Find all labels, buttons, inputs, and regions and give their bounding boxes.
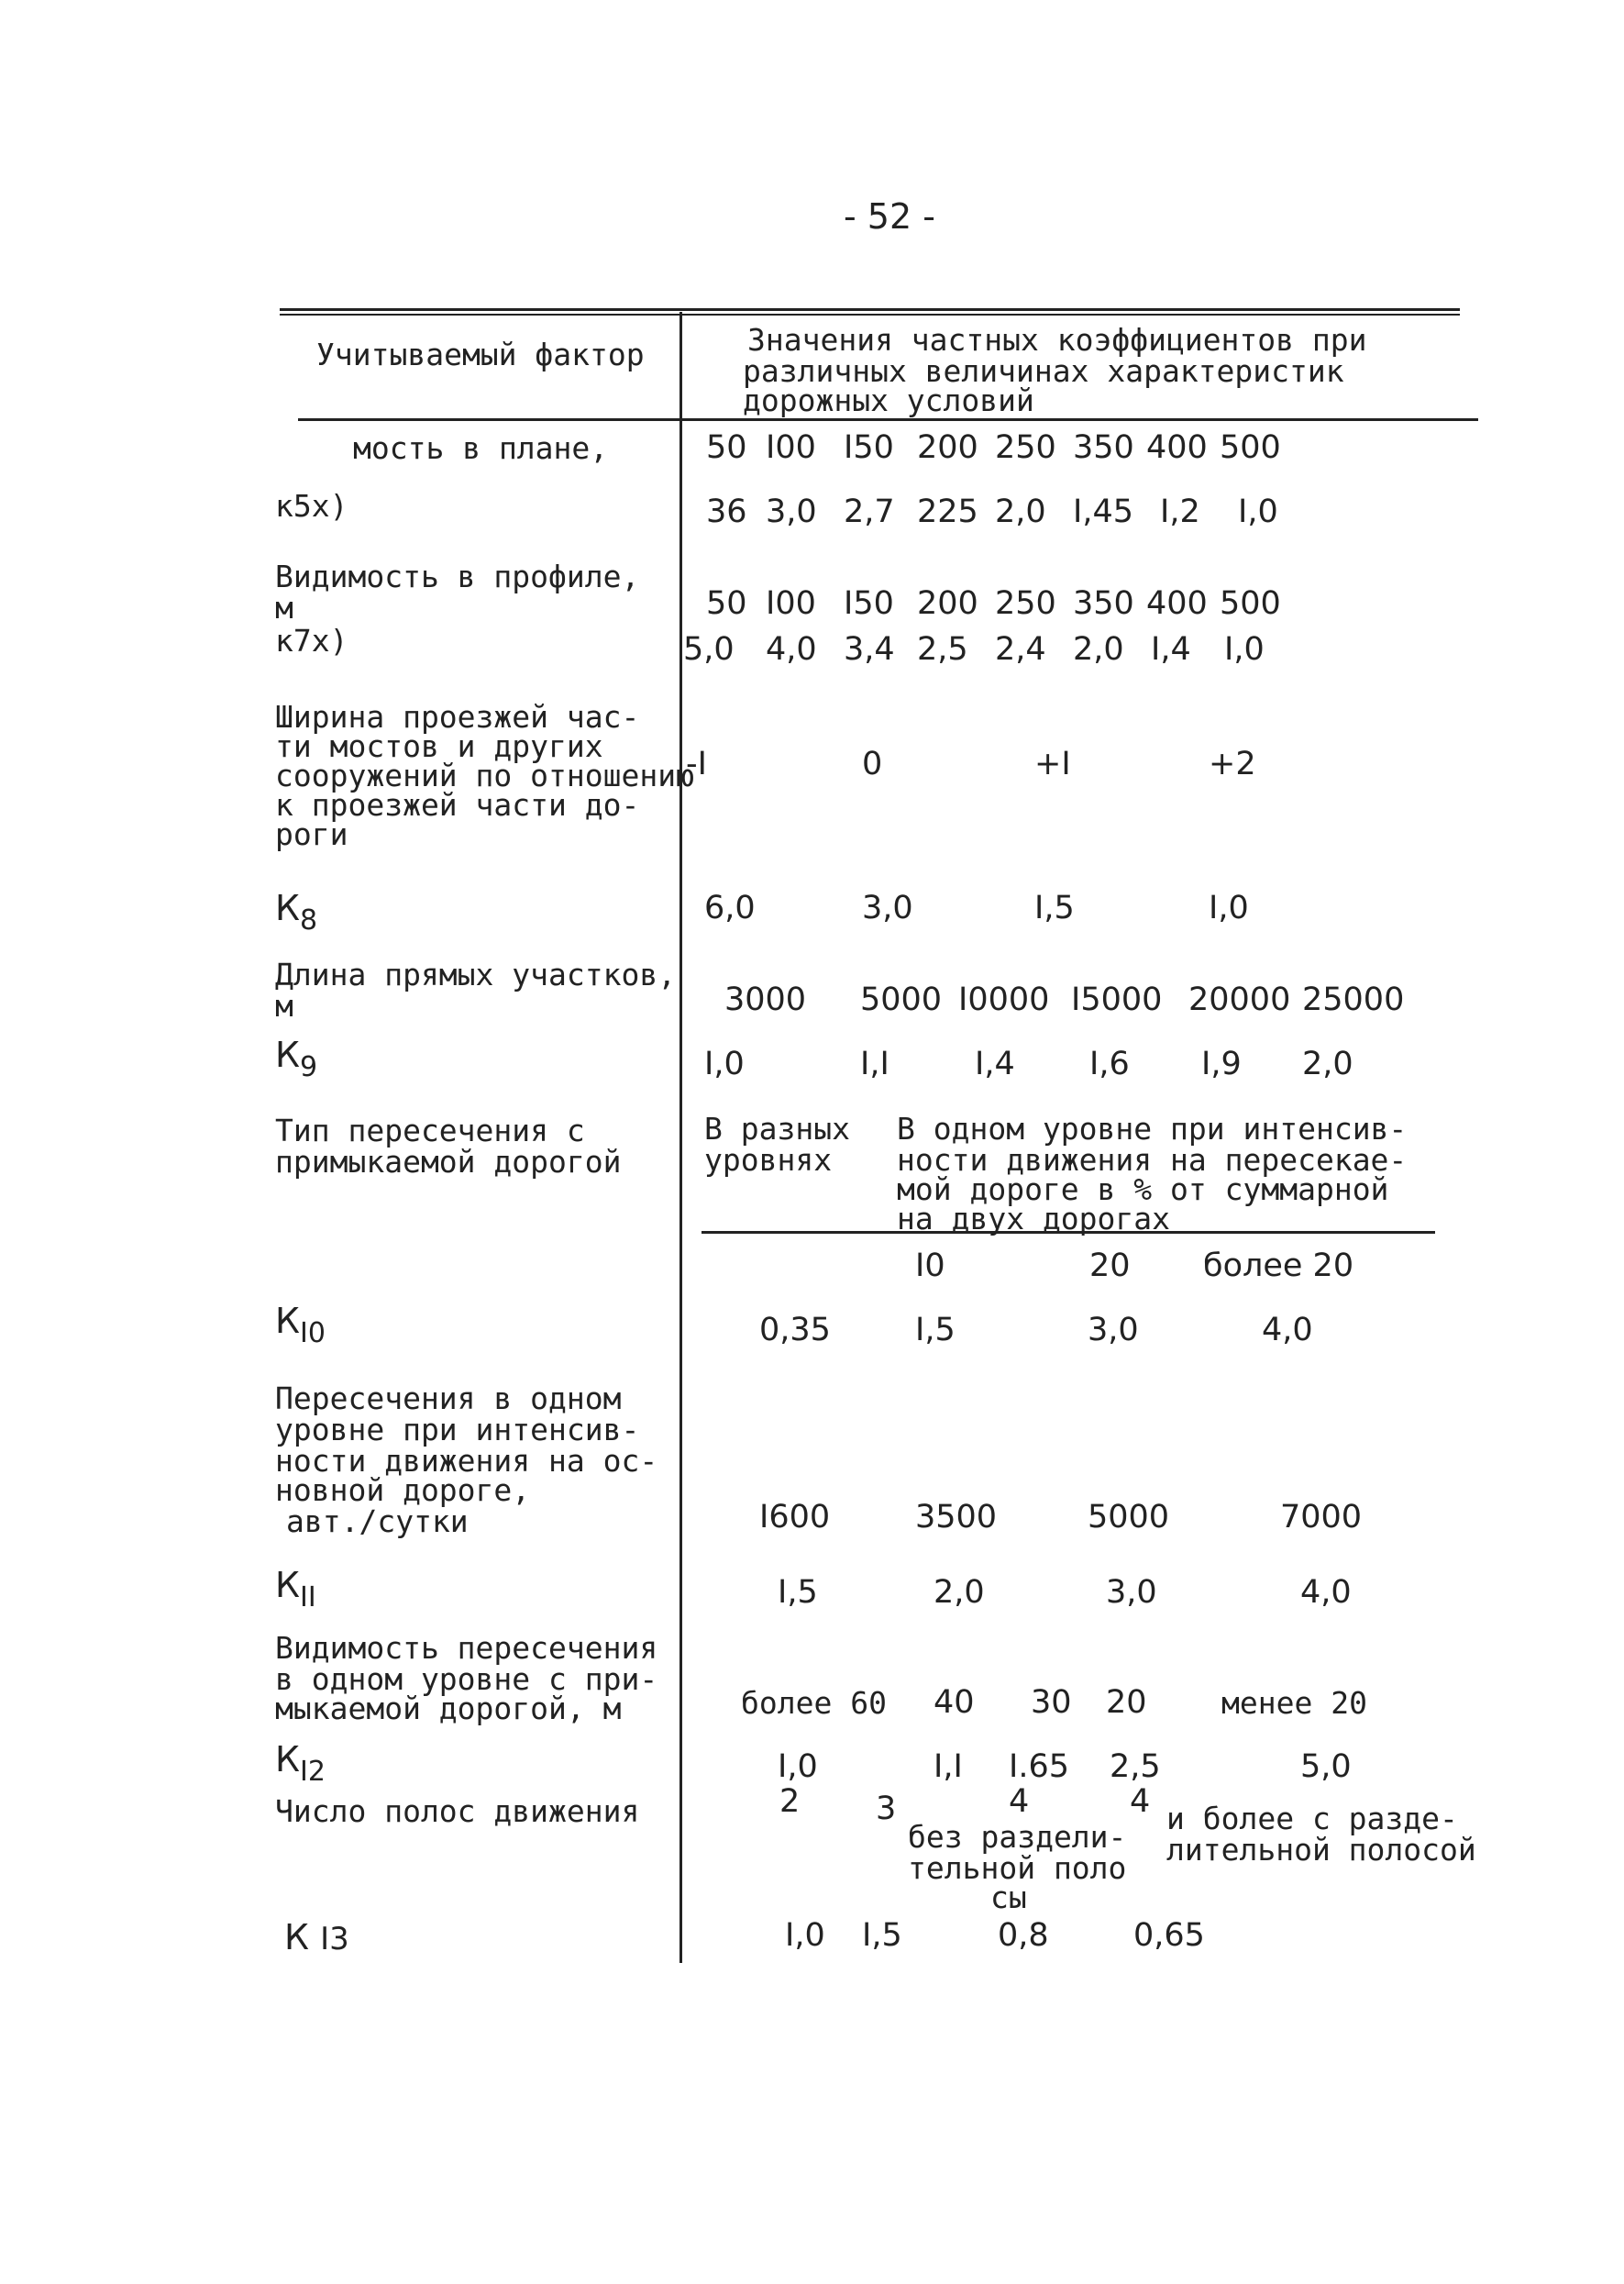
different-levels-1: В разных [704,1111,850,1147]
width-label-line: сооружений по отношению [275,758,694,793]
k13-value: I,0 [785,1917,825,1954]
same-level-desc-4: на двух дорогах [897,1201,1171,1236]
width-value: 0 [862,746,883,782]
visibility-value: более 60 [741,1685,887,1721]
width-value: +I [1034,746,1071,782]
different-levels-2: уровнях [704,1142,833,1178]
visibility-value: 30 [1031,1684,1072,1721]
k10-value: 4,0 [1262,1312,1313,1348]
profile-k-value: 3,4 [844,631,895,668]
straight-value: I5000 [1071,981,1163,1018]
page-number: - 52 - [844,196,935,237]
visibility-value: менее 20 [1221,1685,1367,1721]
plan-label-1: мость в плане, [353,430,609,466]
intensity-value: 5000 [1088,1499,1170,1536]
same-level-desc-2: ности движения на пересекае- [897,1142,1408,1178]
header-values-line2: различных величинах характеристик [743,353,1344,389]
straight-value: 20000 [1188,981,1291,1018]
plan-k-value: I,2 [1160,493,1200,530]
plan-value: 500 [1220,429,1281,466]
k9-label: $К_9$ [275,1035,318,1083]
header-bottom-rule [298,418,1478,421]
plan-k-value: 225 [917,493,978,530]
lanes-note-line: сы [990,1879,1027,1915]
profile-k-value: 2,5 [917,631,968,668]
profile-k-value: 4,0 [766,631,817,668]
profile-value: 50 [706,585,747,622]
plan-value: I00 [766,429,816,466]
k8-value: I,0 [1209,890,1249,926]
k13-value: 0,8 [998,1917,1049,1954]
plan-k-value: I,0 [1238,493,1278,530]
table-top-rule-2 [280,314,1460,316]
width-value: +2 [1209,746,1256,782]
plan-value: 200 [917,429,978,466]
plan-value: 350 [1073,429,1134,466]
visibility-label-line: в одном уровне с при- [275,1661,658,1697]
profile-k-value: 5,0 [683,631,735,668]
k11-label: $К_{II}$ [275,1565,316,1613]
plan-k-value: 2,0 [995,493,1046,530]
k11-value: I,5 [778,1574,818,1611]
profile-label-3: к7x) [275,623,348,659]
width-value: -I [686,746,707,782]
profile-value: 500 [1220,585,1281,622]
lanes-value: 4 [1009,1783,1030,1820]
width-label-line: Ширина проезжей час- [275,699,640,735]
k13-label: К I3 [284,1917,349,1957]
k9-value: I,I [860,1046,889,1082]
k10-label: $К_{I0}$ [275,1301,326,1349]
profile-k-value: I,0 [1224,631,1265,668]
k8-value: 3,0 [862,890,913,926]
width-label-line: ти мостов и других [275,728,603,764]
profile-value: 350 [1073,585,1134,622]
table-top-rule [280,308,1460,311]
same-level-desc-1: В одном уровне при интенсив- [897,1111,1408,1147]
visibility-value: 20 [1106,1684,1147,1721]
k12-value: I.65 [1009,1748,1069,1785]
intersection-type-label-1: Тип пересечения с [275,1113,585,1148]
visibility-label-line: Видимость пересечения [275,1630,658,1666]
intersection-type-label-2: примыкаемой дорогой [275,1144,622,1180]
k9-value: 2,0 [1302,1046,1353,1082]
intensity-label-line: новной дороге, [275,1472,531,1508]
share-value: I0 [915,1247,945,1284]
k13-value: 0,65 [1133,1917,1205,1954]
k9-value: I,6 [1089,1046,1130,1082]
same-level-desc-3: мой дороге в % от суммарной [897,1171,1389,1207]
share-value: 20 [1089,1247,1131,1284]
profile-value: I50 [844,585,894,622]
plan-value: I50 [844,429,894,466]
plan-value: 50 [706,429,747,466]
profile-k-value: 2,0 [1073,631,1124,668]
profile-label-1: Видимость в профиле, [275,559,640,594]
share-value: более 20 [1203,1247,1354,1284]
straight-value: 5000 [860,981,943,1018]
intensity-value: 3500 [915,1499,998,1536]
k13-value: I,5 [862,1917,902,1954]
intensity-label-line: ности движения на ос- [275,1443,658,1479]
k11-value: 4,0 [1300,1574,1352,1611]
intensity-label-line: Пересечения в одном [275,1380,622,1416]
header-values-line1: Значения частных коэффициентов при [747,322,1367,358]
plan-value: 250 [995,429,1056,466]
k10-value: 3,0 [1088,1312,1139,1348]
header-factor: Учитываемый фактор [316,337,645,372]
plan-value: 400 [1146,429,1208,466]
k12-value: I,I [934,1748,963,1785]
plan-k-value: 36 [706,493,747,530]
intensity-label-line: уровне при интенсив- [275,1412,640,1447]
k12-value: I,0 [778,1748,818,1785]
k12-value: 2,5 [1110,1748,1161,1785]
k9-value: I,9 [1201,1046,1242,1082]
k10-value: 0,35 [759,1312,831,1348]
k11-value: 2,0 [934,1574,985,1611]
straight-label-2: м [275,988,293,1024]
lanes-note-line: тельной поло [908,1850,1127,1886]
k9-value: I,4 [975,1046,1015,1082]
k8-value: 6,0 [704,890,756,926]
k12-label: $К_{I2}$ [275,1739,326,1788]
straight-value: 25000 [1302,981,1405,1018]
lanes-note-line: и более с разде- [1166,1801,1458,1836]
k11-value: 3,0 [1106,1574,1157,1611]
straight-value: I0000 [958,981,1050,1018]
visibility-value: 40 [934,1684,975,1721]
lanes-value: 4 [1130,1783,1151,1820]
width-label-line: роги [275,816,348,852]
profile-value: 200 [917,585,978,622]
plan-k-value: 3,0 [766,493,817,530]
column-divider [679,312,682,1963]
profile-value: I00 [766,585,816,622]
k12-value: 5,0 [1300,1748,1352,1785]
lanes-label: Число полос движения [275,1793,640,1829]
profile-value: 400 [1146,585,1208,622]
plan-k-value: I,45 [1073,493,1133,530]
lanes-value: 2 [779,1783,801,1820]
k8-value: I,5 [1034,890,1075,926]
profile-k-value: I,4 [1151,631,1191,668]
k8-label: $К_8$ [275,888,318,937]
intensity-value: 7000 [1280,1499,1363,1536]
header-values-line3: дорожных условий [743,383,1034,418]
width-label-line: к проезжей части до- [275,787,640,823]
straight-value: 3000 [724,981,807,1018]
k10-value: I,5 [915,1312,956,1348]
visibility-label-line: мыкаемой дорогой, м [275,1691,622,1726]
straight-label-1: Длина прямых участков, [275,957,677,992]
k9-value: I,0 [704,1046,745,1082]
lanes-note-line: лительной полосой [1166,1832,1476,1868]
profile-value: 250 [995,585,1056,622]
intensity-label-line: авт./сутки [286,1503,469,1539]
lanes-value: 3 [876,1791,897,1827]
profile-label-2: м [275,590,293,626]
plan-k-value: 2,7 [844,493,895,530]
plan-label-2: к5x) [275,488,348,524]
profile-k-value: 2,4 [995,631,1046,668]
intensity-value: I600 [759,1499,831,1536]
lanes-note-line: без раздели- [908,1819,1127,1855]
